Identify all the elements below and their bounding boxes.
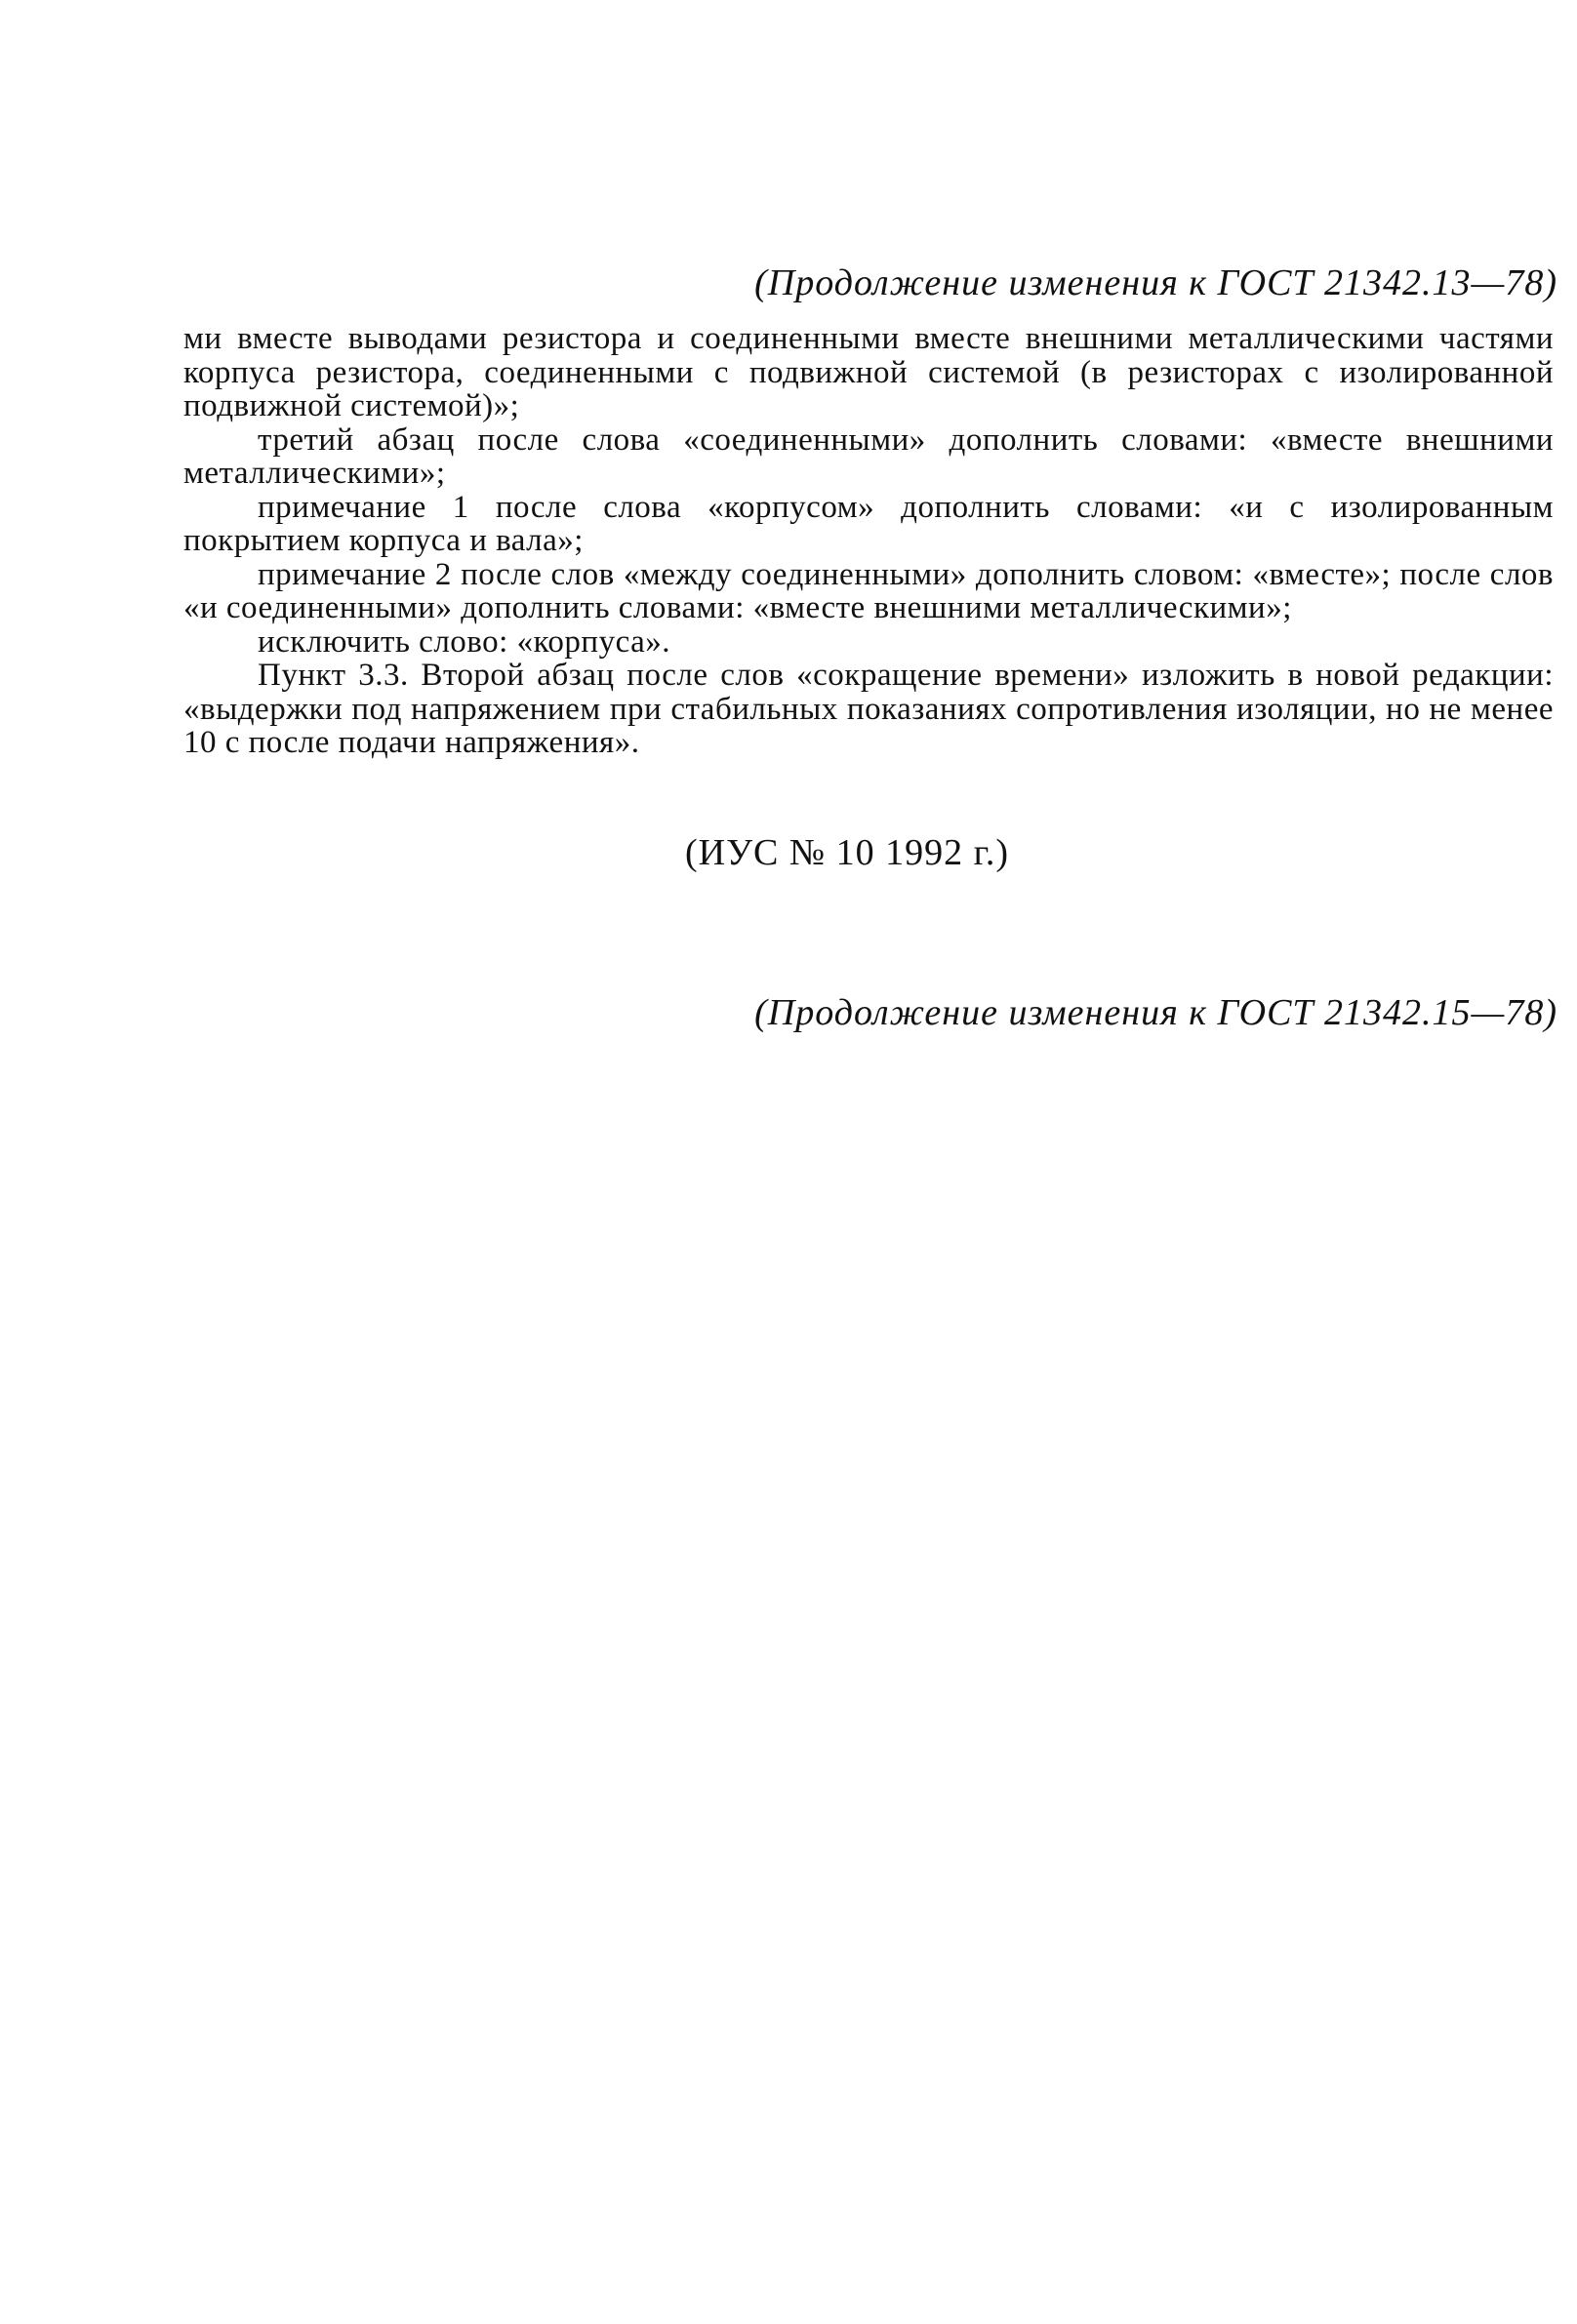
paragraph-3: примечание 1 после слова «корпусом» дополнить словами: «и с изолированным покрытием корпуса и вала»; <box>183 489 1554 558</box>
ius-reference: (ИУС № 10 1992 г.) <box>684 832 1010 873</box>
paragraph-6: Пункт 3.3. Второй абзац после слов «сокращение времени» изложить в новой редакции: «выдержки под напряжением при стабильных показаниях сопротивления изоляции, но не менее 10 с после подачи напряжения». <box>183 658 1554 760</box>
continuation-header-top: (Продолжение изменения к ГОСТ 21342.13—78) <box>754 262 1557 303</box>
body-text <box>183 322 1554 760</box>
paragraph-5: исключить слово: «корпуса». <box>258 623 671 660</box>
paragraph-1: ми вместе выводами резистора и соединенными вместе внешними металлическими частями корпуса резистора, соединенными с подвижной системой (в резисторах с изолированной подвижной системой)»; <box>183 321 1554 423</box>
paragraph-2: третий абзац после слова «соединенными» дополнить словами: «вместе внешними металлическими»; <box>183 421 1554 491</box>
paragraph-4: примечание 2 после слов «между соединенными» дополнить словом: «вместе»; после слов «и соединенными» дополнить словами: «вместе внешними металлическими»; <box>183 556 1554 625</box>
continuation-header-bottom: (Продолжение изменения к ГОСТ 21342.15—78) <box>754 992 1557 1033</box>
